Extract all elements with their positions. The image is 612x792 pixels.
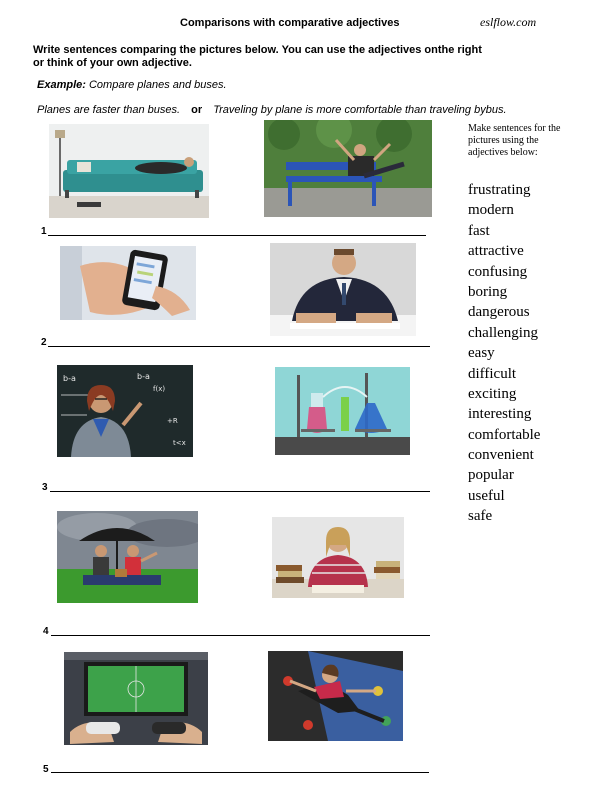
svg-text:+R: +R bbox=[167, 417, 178, 425]
teacher-chalkboard-photo bbox=[57, 365, 193, 457]
example-label: Example: bbox=[37, 79, 86, 91]
video-game-photo bbox=[64, 652, 208, 745]
example-answer-a: Planes are faster than buses. bbox=[37, 104, 181, 116]
bench-photo bbox=[264, 120, 432, 217]
svg-text:f(x): f(x) bbox=[153, 385, 166, 393]
svg-text:b-a: b-a bbox=[137, 372, 150, 381]
adjective-item: easy bbox=[468, 345, 495, 362]
brand-label: eslflow.com bbox=[480, 15, 537, 29]
answer-line-1[interactable] bbox=[48, 235, 426, 236]
adjective-item: useful bbox=[468, 487, 505, 504]
example-separator: or bbox=[191, 104, 203, 116]
adjective-item: popular bbox=[468, 467, 514, 484]
adjective-item: challenging bbox=[468, 324, 538, 341]
exercise-number: 3 bbox=[42, 482, 48, 493]
sofa-photo bbox=[49, 124, 209, 218]
answer-line-5[interactable] bbox=[51, 772, 429, 773]
businessman-photo bbox=[270, 243, 416, 336]
adjective-item: comfortable bbox=[468, 426, 541, 443]
adjective-item: convenient bbox=[468, 447, 534, 464]
adjective-item: difficult bbox=[468, 365, 517, 382]
smartphone-photo bbox=[60, 246, 196, 320]
adjective-item: fast bbox=[468, 222, 490, 239]
adjective-item: dangerous bbox=[468, 304, 530, 321]
svg-text:b-a: b-a bbox=[63, 374, 76, 383]
adjective-item: modern bbox=[468, 202, 514, 219]
answer-line-4[interactable] bbox=[51, 635, 430, 636]
example-answer-b: Traveling by plane is more comfortable than traveling bybus. bbox=[213, 104, 507, 116]
worksheet-title: Comparisons with comparative adjectives bbox=[180, 17, 400, 29]
adjective-item: frustrating bbox=[468, 182, 531, 198]
example-answers bbox=[37, 104, 507, 116]
adjective-item: exciting bbox=[468, 385, 517, 402]
girl-with-books-photo bbox=[272, 517, 404, 598]
adjective-intro: Make sentences for the pictures using the adjectives below: bbox=[468, 123, 561, 158]
answer-line-3[interactable] bbox=[50, 491, 430, 492]
exercise-number: 4 bbox=[43, 626, 49, 637]
example-question: Compare planes and buses. bbox=[88, 79, 227, 91]
adjective-list bbox=[468, 180, 540, 527]
chemistry-lab-photo bbox=[275, 367, 410, 455]
adjective-item: interesting bbox=[468, 406, 532, 423]
exercise-number: 1 bbox=[41, 226, 47, 237]
adjective-item: confusing bbox=[468, 263, 528, 280]
adjective-item: safe bbox=[468, 508, 493, 525]
adjective-item: attractive bbox=[468, 243, 524, 260]
exercise-number: 2 bbox=[41, 337, 47, 348]
answer-line-2[interactable] bbox=[48, 346, 430, 347]
example-prompt bbox=[37, 79, 227, 91]
exercise-number: 5 bbox=[43, 764, 49, 775]
svg-text:t<x: t<x bbox=[173, 439, 186, 447]
rock-climbing-photo bbox=[268, 651, 403, 741]
instructions: Write sentences comparing the pictures below. You can use the adjectives onthe right or think of your own adjective. bbox=[33, 44, 482, 69]
picnic-photo bbox=[57, 511, 198, 603]
adjective-item: boring bbox=[468, 283, 508, 300]
